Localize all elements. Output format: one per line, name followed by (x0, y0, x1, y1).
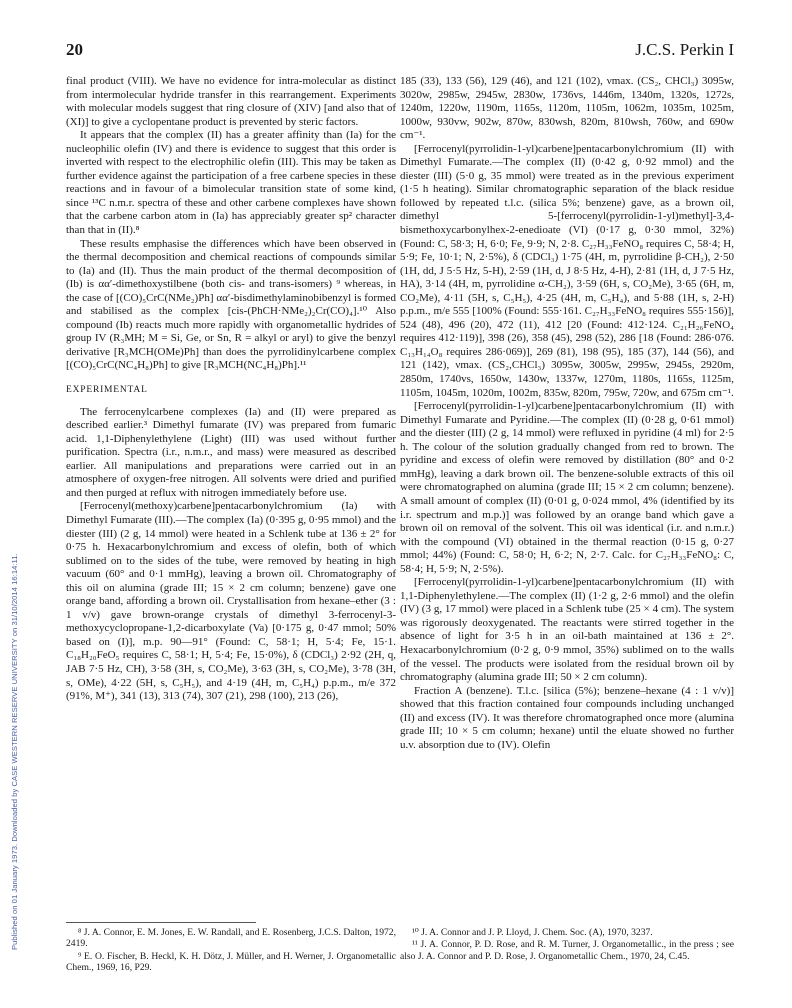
footnotes-right (400, 922, 734, 963)
paragraph: 185 (33), 133 (56), 129 (46), and 121 (102), νmax. (CS₂, CHCl₃) 3095w, 3020w, 2985w, 2945w, 2830w, 1736vs, 1446m, 1340m, 1320s, 1272s, 1240m, 1220w, 1190m, 1165s, 1120m, 1105m, 1062m, 1035m, 1025m, 1000w, 930vw, 902w, 870w, 830wsh, 820m, 810wsh, 760w, and 690w cm⁻¹. (400, 75, 734, 142)
footnote-rule (66, 922, 256, 923)
paragraph: [Ferrocenyl(pyrrolidin-1-yl)carbene]pentacarbonylchromium (II) with Dimethyl Fumarate and Pyridine.—The complex (II) (0·28 g, 0·61 mmol) and the diester (III) (2 g, 14 mmol) were refluxed in pyridine (4 ml) for 2·5 h. The colour of the solution gradually changed from red to brown. The pyridine and excess of olefin were removed by distillation (80° and 0·2 mmHg), leaving a dark brown oil. The benzene-soluble extracts of this oil were chromatographed on alumina (grade III; 15 × 2 cm column; benzene). A small amount of complex (II) (0·01 g, 0·024 mmol, 4% (identified by its i.r. spectrum and m.p.)] was followed by an orange band which gave a brown oil on removal of the solvent. This oil was identical (i.r. and n.m.r.) with the compound (VI) obtained in the thermal reaction (0·15 g, 0·27 mmol; 44%) (Found: C, 58·0; H, 6·2; N, 2·7. Calc. for C₂₇H₃₃FeNO₈: C, 58·4; H, 5·9; N, 2·5%). (400, 400, 734, 575)
footnote: ¹¹ J. A. Connor, P. D. Rose, and R. M. Turner, J. Organometallic., in the press ; see also J. A. Connor and P. D. Rose, J. Organometallic Chem., 1970, 24, C.45. (400, 939, 734, 962)
paragraph: [Ferrocenyl(pyrrolidin-1-yl)carbene]pentacarbonylchromium (II) with 1,1-Diphenylethylene.—The complex (II) (1·2 g, 2·6 mmol) and the olefin (IV) (3 g, 17 mmol) were placed in a Schlenk tube (25 × 4 cm). The system was rigorously deoxygenated. The reactants were stirred together in the absence of light for 3·5 h in an oil-bath maintained at 136 ± 2°. Hexacarbonylchromium (0·2 g, 0·9 mmol, 35%) sublimed on to the walls of the vessel. The products were isolated from the residual brown oil by chromatography (alumina grade III; 50 × 2 cm column). (400, 576, 734, 684)
footnotes-left (66, 922, 396, 975)
paragraph: Fraction A (benzene). T.l.c. [silica (5%); benzene–hexane (4 : 1 v/v)] showed that this fraction contained four compounds including unchanged (II) and excess (IV). It was therefore chromatographed once more (alumina grade III; 10 × 5 cm column; hexane) until the eluate showed no further u.v. absorption due to (IV). Olefin (400, 684, 734, 751)
left-column (66, 75, 396, 704)
footnote: ⁹ E. O. Fischer, B. Heckl, K. H. Dötz, J. Müller, and H. Werner, J. Organometallic Chem., 1969, 16, P29. (66, 950, 396, 974)
footnote: ¹⁰ J. A. Connor and J. P. Lloyd, J. Chem. Soc. (A), 1970, 3237. (412, 927, 653, 938)
section-heading-experimental: EXPERIMENTAL (66, 385, 148, 396)
paragraph: It appears that the complex (II) has a greater affinity than (Ia) for the nucleophilic olefin (IV) and there is evidence to suggest that this order is inverted with respect to the electrophilic olefin (III). This may be taken as further evidence against the participation of a free carbene species in these reactions and in favour of a bimolecular transition state of some kind, since ¹³C n.m.r. spectra of these and other carbene complexes have shown that the carbene carbon atom in (Ia) has appreciably greater sp² character than that in (II).⁸ (66, 129, 396, 237)
paragraph: [Ferrocenyl(methoxy)carbene]pentacarbonylchromium (Ia) with Dimethyl Fumarate (III).—The complex (Ia) (0·395 g, 0·95 mmol) and the diester (III) (2 g, 14 mmol) were heated in a Schlenk tube at 136 ± 2° for 0·75 h. Hexacarbonylchromium and excess of olefin, both of which sublimed on to the sides of the tube, were removed by heating in high vacuum (60° and 0·1 mmHg), leaving a brown oil. Chromatography of this oil on alumina (grade III; 15 × 2 cm column; benzene) gave one orange band, affording a brown oil. Crystallisation from hexane–ether (3 : 1 v/v) gave brown-orange crystals of dimethyl 3-ferrocenyl-3-methoxycyclopropane-1,2-dicarboxylate (Va) [0·175 g, 0·47 mmol; 50% based on (I)], m.p. 90—91° (Found: C, 58·1; H, 5·4; Fe, 15·1. C₁₈H₂₀FeO₅ requires C, 58·1; H, 5·4; Fe, 15·0%), δ (CDCl₃) 2·92 (2H, q, JAB 7·5 Hz, CH), 3·58 (3H, s, CO₂Me), 3·63 (3H, s, CO₂Me), 3·78 (3H, s, OMe), 4·22 (5H, s, C₅H₅), and 4·19 (4H, m, C₅H₄) p.p.m., m/e 372 (91%, M⁺), 341 (13), 313 (74), 307 (21), 298 (100), 213 (26), (66, 500, 396, 703)
paragraph: These results emphasise the differences which have been observed in the thermal decomposition and chemical reactions of compounds similar to (Ia) and (II). Thus the main product of the thermal decomposition of (Ib) is αα′-dimethoxystilbene (both cis- and trans-isomers) ⁹ whereas, in the case of [(CO)₅CrC(NMe₂)Ph] αα′-bisdimethylaminobibenzyl is formed and stabilised as the complex [cis-(PhCH·NMe₂)₂Cr(CO)₄].¹⁰ Also compound (Ib) reacts much more rapidly with organometallic hydrides of group IV (R₃MH; M = Si, Ge, or Sn, R = alkyl or aryl) to give the benzyl derivative [R₃MCH(OMe)Ph] than does the pyrrolidinylcarbene complex [(CO)₅CrC(NC₄H₈)Ph] to give [R₃MCH(NC₄H₈)Ph].¹¹ (66, 237, 396, 372)
paragraph: [Ferrocenyl(pyrrolidin-1-yl)carbene]pentacarbonylchromium (II) with Dimethyl Fumarate.—The complex (II) (0·42 g, 0·92 mmol) and the diester (III) (5·0 g, 35 mmol) were treated as in the previous experiment (1·5 h heating). Similar chromatographic separation of the black residue followed by repeated t.l.c. (silica 5%; benzene) gave, as a brown oil, dimethyl 5-[ferrocenyl(pyrrolidin-1-yl)methyl]-3,4-bismethoxycarbonylhex-2-enedioate (VI) (0·17 g, 0·30 mmol, 32%) (Found: C, 58·3; H, 6·0; Fe, 9·9; N, 2·8. C₂₇H₃₃FeNO₈ requires C, 58·4; H, 5·9; Fe, 10·1; N, 2·5%), δ (CDCl₃) 1·75 (4H, m, pyrrolidine β-CH₂), 2·50 (1H, dd, J 5·5 Hz, 5-H), 2·59 (1H, d, J 8·5 Hz, 4-H), 2·81 (1H, d, J 7·5 Hz, HA), 3·14 (4H, m, pyrrolidine α-CH₂), 3·59 (6H, s, CO₂Me), 3·65 (6H, m, CO₂Me), 4·11 (5H, s, C₅H₅), 4·25 (4H, m, C₅H₄), and 5·88 (1H, s, 2-H) p.p.m., m/e 555 [100% (Found: 555·161. C₂₇H₃₃FeNO₈ requires 555·156)], 524 (48), 496 (20), 472 (11), 412 [20 (Found: 412·124. C₂₁H₂₆FeNO₄ requires 412·119)], 398 (26), 358 (45), 298 (52), 286 [18 (Found: 286·076. C₁₃H₁₄O₈ requires 286·069)], 269 (81), 198 (95), 185 (37), 144 (56), and 121 (142), νmax. (CS₂,CHCl₃) 3095w, 3005w, 2995w, 2945s, 2920m, 2850m, 1740vs, 1650w, 1430w, 1337w, 1270m, 1180s, 1165s, 1125m, 1105m, 1045m, 1020m, 1002m, 835w, 820m, 795w, 720w, and 675m cm⁻¹. (400, 142, 734, 399)
page-number: 20 (66, 40, 83, 59)
download-watermark-strip (0, 70, 20, 950)
paragraph: final product (VIII). We have no evidence for intra-molecular as distinct from intermolecular hydride transfer in this rearrangement. Experiments with molecular models suggest that ring closure of (XIV) [and also that of (XI)] to give a cyclopentane product is prevented by steric factors. (66, 75, 396, 128)
paragraph: The ferrocenylcarbene complexes (Ia) and (II) were prepared as described earlier.³ Dimethyl fumarate (IV) was prepared from fumaric acid. 1,1-Diphenylethylene (Light) (III) was used without further purification. Spectra (i.r., n.m.r., and mass) were measured as described earlier. All manipulations and preparations were carried out in an atmosphere of oxygen-free nitrogen. All solvents were dried and purified and then purged at reflux with nitrogen immediately before use. (66, 405, 396, 499)
journal-title: J.C.S. Perkin I (635, 40, 734, 59)
footnote: ⁸ J. A. Connor, E. M. Jones, E. W. Randall, and E. Rosenberg, J.C.S. Dalton, 1972, 2419. (66, 927, 396, 950)
right-column (400, 75, 734, 752)
download-watermark-text: Published on 01 January 1973. Downloaded by CASE WESTERN RESERVE UNIVERSITY on 31/10/2014 16:14:11. (10, 553, 19, 950)
